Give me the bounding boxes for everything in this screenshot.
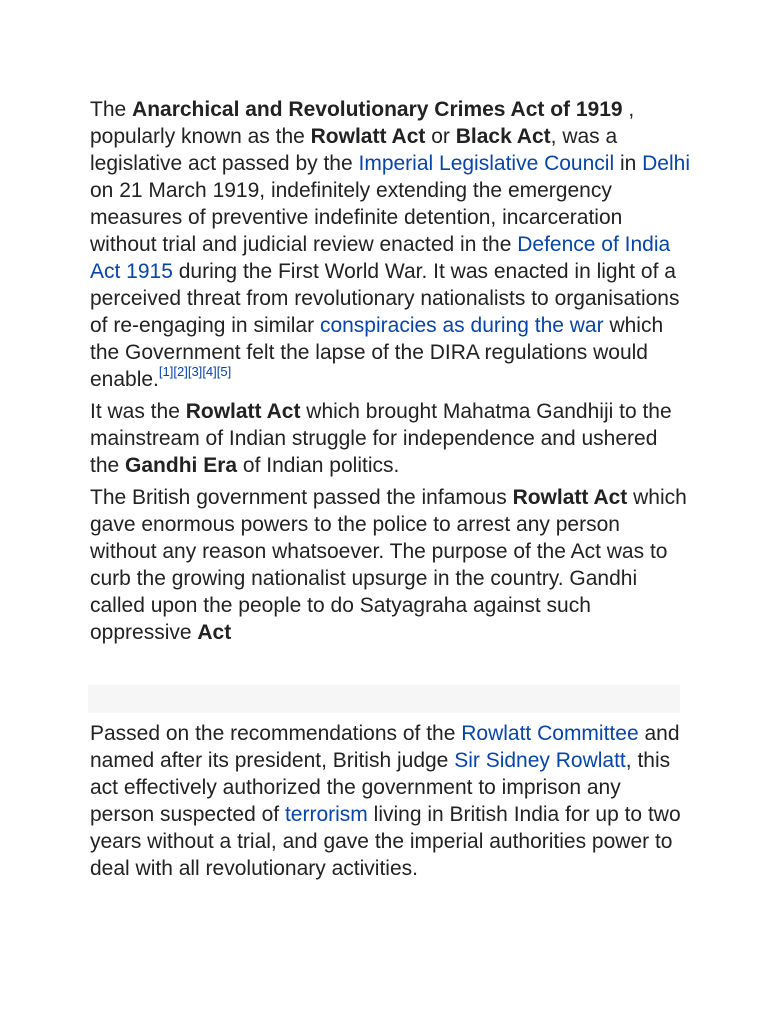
text-run: during the First World War. It was enacted in light of a perceived threat from revolutionary nationalists to organisations of re-engaging in similar [90, 260, 680, 337]
bold-rowlatt-act: Rowlatt Act [512, 486, 628, 509]
text-run: The British government passed the infamous [90, 486, 513, 509]
text-run: It was the [90, 400, 186, 423]
link-conspiracies[interactable]: conspiracies as during the war [319, 314, 604, 337]
text-run: or [425, 125, 456, 148]
paragraph-british-government [90, 484, 690, 646]
citation-4[interactable]: [4] [202, 364, 217, 379]
text-run: living in British India for up to two years without a trial, and gave the imperial authorities power to deal with all revolutionary activities. [90, 803, 681, 880]
citation-group [159, 364, 231, 379]
text-run: which gave enormous powers to the police to arrest any person without any reason whatsoever. The purpose of the Act was to curb the growing nationalist upsurge in the country. Gandhi called upon the people to do Satyagraha against such oppressive [90, 486, 687, 644]
bold-rowlatt-act: Rowlatt Act [185, 400, 301, 423]
bold-act: Act [197, 621, 232, 644]
paragraph-gandhi-era [90, 398, 690, 479]
paragraph-rowlatt-intro [90, 96, 690, 393]
link-imperial-legislative-council[interactable]: Imperial Legislative Council [358, 152, 615, 175]
link-sir-sidney-rowlatt[interactable]: Sir Sidney Rowlatt [454, 749, 626, 772]
text-run: Passed on the recommendations of the [90, 722, 462, 745]
article-body [90, 96, 690, 646]
citation-2[interactable]: [2] [173, 364, 188, 379]
text-run: The [90, 98, 133, 121]
text-run: which brought Mahatma Gandhiji to the mainstream of Indian struggle for independence and ushered the [90, 400, 672, 477]
link-delhi[interactable]: Delhi [642, 152, 690, 175]
bold-gandhi-era: Gandhi Era [125, 454, 238, 477]
article-body-continued [90, 720, 690, 882]
bold-rowlatt-act: Rowlatt Act [310, 125, 426, 148]
text-run: in [614, 152, 643, 175]
section-divider [88, 685, 680, 713]
link-defence-of-india-act[interactable]: Defence of India Act 1915 [90, 233, 671, 283]
link-rowlatt-committee[interactable]: Rowlatt Committee [461, 722, 639, 745]
bold-black-act: Black Act [455, 125, 551, 148]
citation-1[interactable]: [1] [158, 364, 174, 379]
text-run: and named after its president, British judge [90, 722, 680, 772]
link-terrorism[interactable]: terrorism [284, 803, 368, 826]
bold-act-title: Anarchical and Revolutionary Crimes Act of 1919 [132, 98, 623, 121]
text-run: on 21 March 1919, indefinitely extending the emergency measures of preventive indefinite detention, incarceration without trial and judicial review enacted in the [90, 179, 623, 256]
text-run: , was a legislative act passed by the [90, 125, 618, 175]
text-run: , popularly known as the [90, 98, 635, 148]
citation-3[interactable]: [3] [187, 364, 203, 379]
text-run: of Indian politics. [237, 454, 400, 477]
citation-5[interactable]: [5] [216, 364, 232, 379]
text-run: , this act effectively authorized the government to imprison any person suspected of [90, 749, 671, 826]
paragraph-rowlatt-committee [90, 720, 690, 882]
text-run: which the Government felt the lapse of the DIRA regulations would enable. [90, 314, 664, 391]
